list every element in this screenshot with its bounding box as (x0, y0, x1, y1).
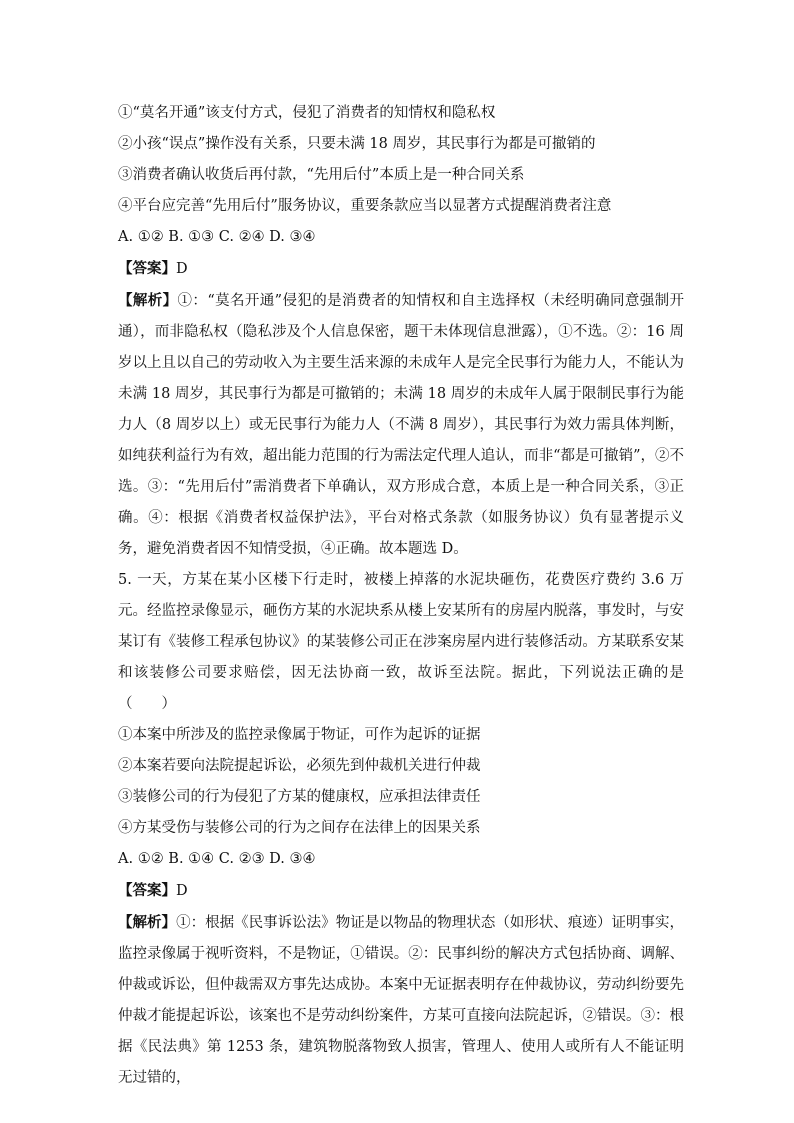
q4-option-1: ①“莫名开通”该支付方式，侵犯了消费者的知情权和隐私权 (118, 105, 496, 121)
q5-analysis-text: ①：根据《民事诉讼法》物证是以物品的物理状态（如形状、痕迹）证明事实，监控录像属于视听资料，不是物证，①错误。②：民事纠纷的解决方式包括协商、调解、仲裁或诉讼，但仲裁需双方事先达成协。本案中无证据表明存在仲裁协议，劳动纠纷要先仲裁才能提起诉讼，该案也不是劳动纠纷案件，方某可直接向法院起诉，②错误。③：根据《民法典》第 1253 条，建筑物脱落物致人损害，管理人、使用人或所有人不能证明无过错的， (118, 915, 685, 1086)
q5-choices: A. ①② B. ①④ C. ②③ D. ③④ (118, 851, 316, 867)
q5-analysis (118, 907, 684, 1094)
q4-option-2: ②小孩“误点”操作没有关系，只要未满 18 周岁，其民事行为都是可撤销的 (118, 136, 596, 152)
q5-analysis-label: 【解析】 (118, 914, 177, 931)
q4-answer-value: D (176, 261, 188, 277)
q5-option-4: ④方某受伤与装修公司的行为之间存在法律上的因果关系 (118, 820, 481, 836)
q4-analysis-label: 【解析】 (118, 292, 178, 309)
q5-answer (118, 875, 684, 907)
q4-option-3: ③消费者确认收货后再付款，“先用后付”本质上是一种合同关系 (118, 167, 525, 183)
q5-answer-label: 【答案】 (118, 882, 176, 899)
q5-answer-value: D (176, 883, 188, 899)
q4-analysis (118, 285, 684, 565)
document-page (118, 98, 684, 1094)
q4-answer (118, 253, 684, 285)
q4-analysis-text: ①：“莫名开通”侵犯的是消费者的知情权和自主选择权（未经明确同意强制开通），而非隐私权（隐私涉及个人信息保密，题干未体现信息泄露），①不选。②：16 周岁以上且以自己的劳动收入为主要生活来源的未成年人是完全民事行为能力人，不能认为未满 18 周岁，其民事行为都是可撤销的；未满 18 周岁的未成年人属于限制民事行为能力人（8 周岁以上）或无民事行为能力人（不满 8 周岁），其民事行为效力需具体判断，如纯获利益行为有效，超出能力范围的行为需法定代理人追认，而非“都是可撤销”，②不选。③：“先用后付”需消费者下单确认，双方形成合意，本质上是一种合同关系，③正确。④：根据《消费者权益保护法》，平台对格式条款（如服务协议）负有显著提示义务，避免消费者因不知情受损，④正确。故本题选 D。 (118, 293, 684, 557)
q5-option-1: ①本案中所涉及的监控录像属于物证，可作为起诉的证据 (118, 727, 481, 743)
q5-stem: 5. 一天，方某在某小区楼下行走时，被楼上掉落的水泥块砸伤，花费医疗费约 3.6 万元。经监控录像显示，砸伤方某的水泥块系从楼上安某所有的房屋内脱落，事发时，与安某订有《装修工程承包协议》的某装修公司正在涉案房屋内进行装修活动。方某联系安某和该装修公司要求赔偿，因无法协商一致，故诉至法院。据此，下列说法正确的是（ ） (118, 572, 684, 712)
q4-choices: A. ①② B. ①③ C. ②④ D. ③④ (118, 229, 316, 245)
q5-option-3: ③装修公司的行为侵犯了方某的健康权，应承担法律责任 (118, 789, 481, 805)
q5-option-2: ②本案若要向法院提起诉讼，必须先到仲裁机关进行仲裁 (118, 758, 481, 774)
q4-option-4: ④平台应完善“先用后付”服务协议，重要条款应当以显著方式提醒消费者注意 (118, 198, 612, 214)
q4-answer-label: 【答案】 (118, 260, 176, 277)
